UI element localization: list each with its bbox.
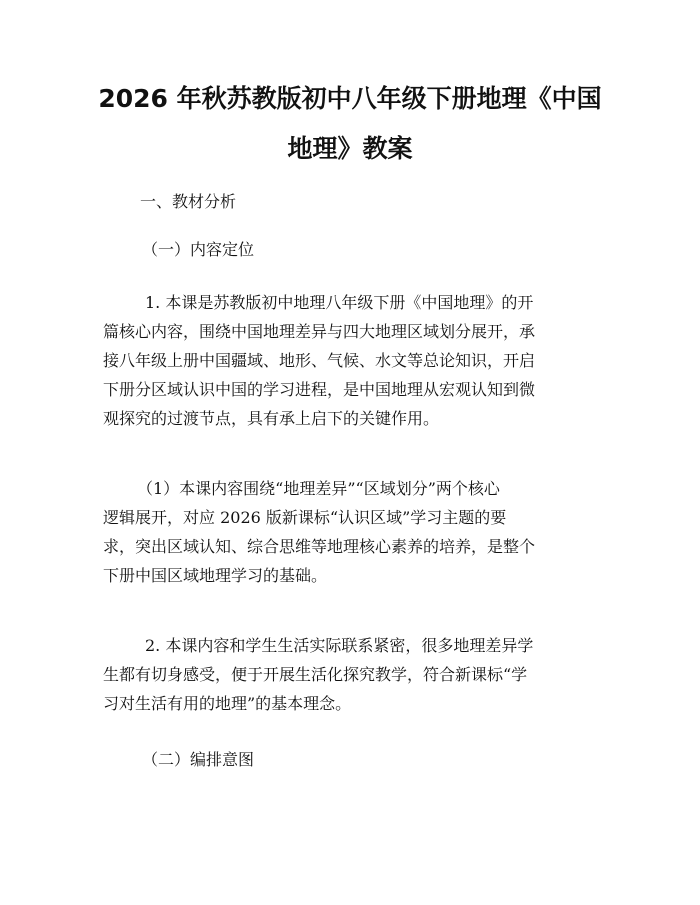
paragraph-line: 接八年级上册中国疆域、地形、气候、水文等总论知识，开启 bbox=[103, 351, 536, 370]
document-title-line-1: 2026 年秋苏教版初中八年级下册地理《中国 bbox=[98, 84, 602, 113]
paragraph-line: 2. 本课内容和学生生活实际联系紧密，很多地理差异学 bbox=[145, 636, 534, 655]
paragraph-line: 生都有切身感受，便于开展生活化探究教学，符合新课标“学 bbox=[103, 665, 528, 684]
paragraph-line: （1）本课内容围绕“地理差异”“区域划分”两个核心 bbox=[137, 479, 500, 498]
section-heading-teaching-material-analysis: 一、教材分析 bbox=[140, 192, 237, 211]
paragraph-line: 1. 本课是苏教版初中地理八年级下册《中国地理》的开 bbox=[145, 293, 534, 312]
paragraph-line: 求，突出区域认知、综合思维等地理核心素养的培养，是整个 bbox=[103, 537, 536, 556]
subsection-heading-content-positioning: （一）内容定位 bbox=[142, 240, 255, 259]
paragraph-line: 观探究的过渡节点，具有承上启下的关键作用。 bbox=[103, 409, 440, 428]
paragraph-line: 习对生活有用的地理”的基本理念。 bbox=[103, 694, 352, 713]
paragraph-life-connection bbox=[103, 631, 599, 718]
paragraph-line: 逻辑展开，对应 2026 版新课标“认识区域”学习主题的要 bbox=[103, 508, 507, 527]
document-title-line-2: 地理》教案 bbox=[287, 134, 413, 163]
paragraph-core-logic bbox=[103, 474, 599, 590]
subsection-heading-arrangement-intent: （二）编排意图 bbox=[142, 750, 255, 769]
paragraph-course-positioning bbox=[103, 288, 599, 433]
paragraph-line: 篇核心内容，围绕中国地理差异与四大地理区域划分展开，承 bbox=[103, 322, 536, 341]
paragraph-line: 下册分区域认识中国的学习进程，是中国地理从宏观认知到微 bbox=[103, 380, 536, 399]
paragraph-line: 下册中国区域地理学习的基础。 bbox=[103, 566, 328, 585]
